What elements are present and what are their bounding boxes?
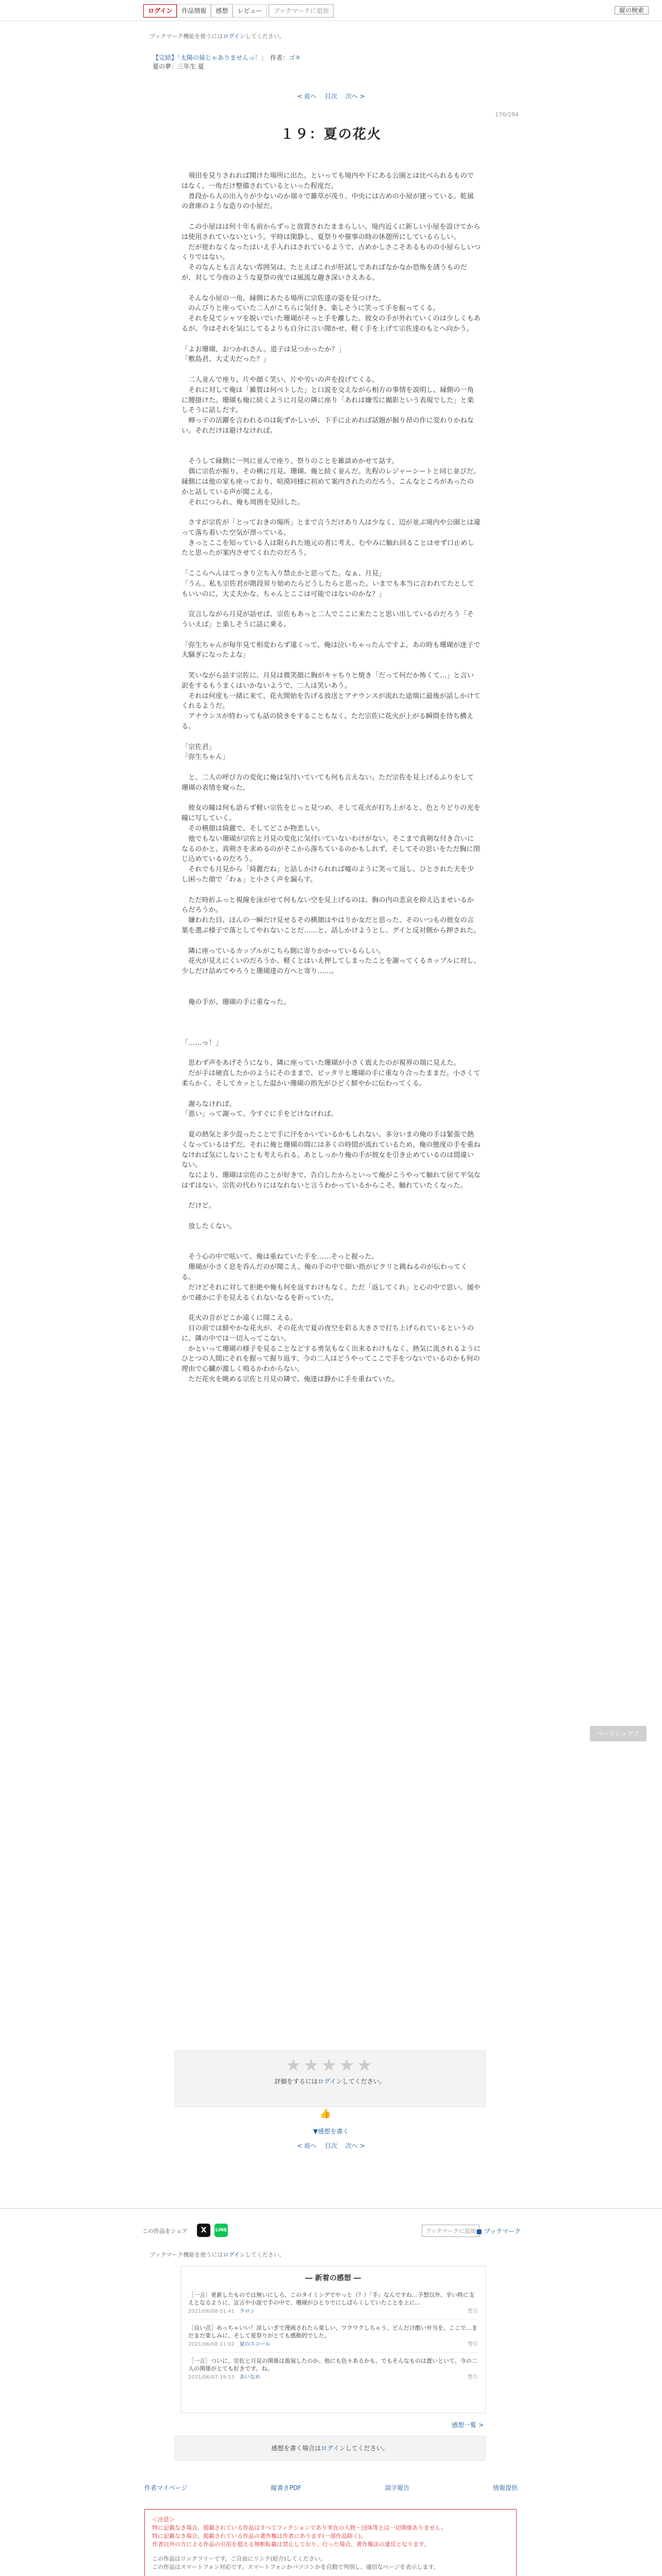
body-paragraph: 偶に宗佐が振り、その横に月見、珊瑚、俺と続く並んだ。先程のレジャーシートと同じ並びだ。縁側には他の家も座っており、喧漠同様に初めて案内されたのだろう、こんなところがあったのかと話している声が聞こえる。 [181, 468, 481, 496]
body-paragraph [181, 283, 481, 294]
prev-link[interactable]: < 前へ [297, 2142, 317, 2149]
write-review-link[interactable]: ▼感想を書く [313, 2128, 349, 2135]
body-paragraph [181, 977, 481, 987]
body-paragraph: 花火が見えにくいのだろうか、軽くとはいえ押してしまったことを謝ってくるカップルに対し、少しだけ詰めてやろうと珊瑚達の方へと寄り……。 [181, 957, 481, 976]
notice-login-link[interactable]: ログイン [223, 2251, 245, 2258]
next-link[interactable]: 次へ > [345, 2142, 365, 2149]
body-paragraph: それでも月見から「綺麗だね」と話しかけられれば嘘のように笑って返し、ひとされた夫を少し困った顔で「わぁ」と小さく声を漏らす。 [181, 866, 474, 884]
all-reviews-link[interactable]: 感想一覧 > [452, 2421, 484, 2429]
notice-text-end: してください。 [245, 2251, 285, 2258]
body-paragraph: 彼女の瞳は何も語らず軽い宗佐をじっと見つめ、そして花火が打ち上がると、色とりどりの光を瞳に写していく。 [181, 804, 481, 823]
body-paragraph [181, 1028, 481, 1038]
body-paragraph: そうして縁側に一列に並んで座り、祭りのことを雑談めかせて話す。 [181, 457, 399, 466]
top-nav [143, 4, 334, 18]
review-user-link[interactable]: ラロン [239, 2309, 255, 2314]
body-paragraph: それは何度も一緒に来て、花火開始を告げる放送とアナウンスが流れた途端に最後が話しかけてくれるようだ。 [181, 692, 481, 710]
report-link[interactable]: 警告 [468, 2342, 478, 2347]
bookmark-link[interactable]: ■ ブックマーク [476, 2228, 521, 2235]
page-share-button[interactable]: ページシェアア [590, 1726, 647, 1741]
body-paragraph: きっとここを知っている人は限られた地元の者に考え、むやみに触れ回ることはせず口止めしたと思ったが案内させてくれたのだろう。 [181, 539, 474, 557]
line-icon[interactable]: LINE [214, 2224, 228, 2237]
author-links [144, 2483, 518, 2492]
chapter-nav-top [0, 92, 662, 100]
body-paragraph [181, 507, 481, 518]
body-paragraph: 「敷島君、大丈夫だった？」 [181, 355, 270, 364]
body-paragraph: 「ここらへんはてっきり立ち入り禁止かと思ってた。なぁ、月見」 [181, 570, 386, 578]
notice-line: ＜注意＞ [152, 2516, 175, 2523]
toc-link[interactable]: 目次 [324, 93, 337, 100]
recent-reviews [180, 2266, 486, 2413]
body-paragraph [181, 365, 481, 375]
report-link[interactable]: 警告 [468, 2375, 478, 2380]
body-paragraph: 「宗佐君」 [181, 743, 216, 751]
body-paragraph: 笑いながら話す宗佐に、月見は微笑顔に胸がキャちりと焼き「だって何だか怖くて…」と言い訳をするもうまくはいかないようで、二人は笑いあう。 [181, 672, 474, 690]
body-paragraph: アナウンスが終わっても話の続きをすることもなく、ただ宗佐に花火が上がる瞬間を待ち構える。 [181, 713, 474, 731]
body-paragraph [181, 793, 481, 804]
review-date: 2021/06/08 01:41 [188, 2309, 235, 2314]
body-paragraph: 夏の熱気と多少混ったことで手に汗をかいているかもしれない。多分いまの俺の手は緊張で熱くなっているはずだ。それに俺と珊瑚の間には多くの時間が流れているため、俺の態度の手を重ねなければ気にしないことも考えられる。あとしっかり俺の手が彼女を引き止めているのは間違いない。 [181, 1130, 481, 1170]
typo-report-link[interactable]: 誤字報告 [385, 2484, 410, 2492]
novel-header [153, 54, 301, 71]
body-paragraph [181, 1007, 481, 1018]
notice-text-end: してください。 [245, 33, 285, 40]
star-icon[interactable]: ★ [339, 2055, 357, 2076]
body-paragraph [181, 987, 481, 997]
body-paragraph: なにより、珊瑚は宗佐のことが好きで、告白したからといって俺がこうやって触れて居て平気なはずはない。宗佐の代わりにはなれないと言うわかっているからこそ、触れていたくなった。 [181, 1172, 481, 1190]
body-paragraph: 「悪い」って謝って、今すぐに手をどけなければ。 [181, 1110, 338, 1118]
review-item [188, 2353, 478, 2385]
prev-link[interactable]: < 前へ [297, 93, 317, 100]
body-paragraph: そう心の中で呟いて、俺は重ねていた手を……そっと握った。 [181, 1253, 378, 1261]
body-paragraph [181, 1211, 481, 1222]
novel-body [181, 171, 481, 1385]
review-text: ［一言］ついに、宗佐と月見の関係は進展したのか、他にも色々あるかも、でもそんなものは置いといて、今の二人の関係がとても好きです。ね。 [188, 2358, 477, 2372]
body-paragraph [181, 1018, 481, 1028]
notice-text: ブックマーク機能を使うには [150, 2251, 223, 2258]
toc-link[interactable]: 目次 [324, 2142, 337, 2149]
body-paragraph [181, 599, 481, 609]
chapter-group: 夏の夢：三年生 夏 [153, 63, 204, 70]
page-number: 176/294 [495, 111, 519, 118]
notice-login-link[interactable]: ログイン [223, 33, 245, 40]
body-paragraph: のんびりと座っていた二人がこちらに気付き、楽しそうに笑って手を振ってくる。 [181, 304, 440, 313]
review-tab[interactable]: レビュー [233, 4, 267, 18]
body-paragraph: 「弥生ちゃんが毎年見て相変わらず違くって、俺は泣いちゃったんですよ。あの時も珊瑚が迷子で大騒ぎになったよな」 [181, 641, 481, 659]
body-paragraph: さすが宗佐が「とっておきの場所」とまで言うだけあり人は少なく、辺が並ぶ境内や公園とは違って落ち着いた空気が漂っている。 [181, 519, 481, 537]
body-paragraph: 二人並んで座り、片や顔く笑い、片や労いの声を投げてくる。 [181, 376, 379, 384]
body-paragraph: 飛田を見りされれば聞けた場所に出た。といっても境内や下にある公園とは比べられるものではなく、一角だけ整備されているといった程度だ。 [181, 172, 474, 190]
body-paragraph: と、二人の呼び方の変化に俺は気付いていても何も言えない。ただ宗佐を見上げるふりをして珊瑚の表情を窺った。 [181, 774, 474, 792]
star-icon[interactable]: ★ [285, 2055, 304, 2076]
vertical-pdf-link[interactable]: 縦書きPDF [271, 2484, 302, 2492]
notice-text: ブックマーク機能を使うには [150, 33, 223, 40]
body-paragraph [181, 1048, 481, 1059]
x-icon[interactable]: X [197, 2224, 210, 2237]
body-paragraph: 普段から人の出入りが少ないのか端々で雑草が茂り、中央には古めの小屋が建っている。乾風の倉庫のような造りの小屋だ。 [181, 192, 474, 211]
body-paragraph: だが使わなくなったはいえ手入れはされているようで、古めかしさこそあるものの小屋らしいつくりではない。 [181, 243, 481, 262]
body-paragraph: 俺の手が、珊瑚の手に重なった。 [181, 998, 290, 1006]
body-paragraph: それを見てシャツを脱いでいた珊瑚がそっと手を離した。彼女の手が外れていくのは少しくもあるが、今はそれを気にしてるよりも自分に言い聞かせ、軽く手を上げて宗佐達のもとへ向かう。 [181, 315, 481, 333]
notice-line: 特に記載なき場合、掲載されている作品はすべてフィクションであり実在の人物・団体等とは一切関係ありません。 [152, 2524, 447, 2531]
body-paragraph: 思わず声をあげそうになり、隣に座っていた珊瑚が小さく震えたのが視界の端に見えた。 [181, 1059, 460, 1067]
body-paragraph: 「弥生ちゃん」 [181, 753, 229, 761]
body-paragraph [181, 436, 481, 447]
body-paragraph: 「よお珊瑚、おつかれさん。道子は見つかったか？」 [181, 345, 345, 353]
body-paragraph: 隣に座っているカップルがこちら側に寄りかかっているらしい。 [181, 947, 385, 955]
vertical-search-button[interactable]: 縦の検索 [615, 6, 649, 14]
body-paragraph: その横顔は綺麗で、そしてどこか物悲しい。 [181, 825, 324, 833]
author-link[interactable]: ゴキ [289, 54, 302, 61]
body-paragraph: それにつられ、俺も周囲を見回した。 [181, 498, 304, 506]
body-paragraph: そのなんとも言えない雰囲気は、たとえばこれが肝試しであればなかなか恐怖を誘うものだが、対して今夜のような夏祭の夜では風流な趣き深いさえある。 [181, 264, 467, 282]
notice-line: 特に記載なき場合、掲載されている作品の著作権は作者にあります(一部作品除く)。 [152, 2533, 367, 2539]
body-paragraph [181, 762, 481, 773]
body-paragraph [181, 447, 481, 457]
body-paragraph: この小屋はは何十年も前からずっと放置されたままらしい。境内近くに新しい小屋を設けてからは使用されていないという。平時は閑静し、夏祭りや催事の時の休憩所にしているらしい。 [181, 223, 481, 241]
chapter-nav-bottom [0, 2141, 662, 2150]
body-paragraph [181, 660, 481, 671]
body-paragraph: 目の前では鮮やかな花火が、その花火で夏の夜空を彩る大きさで打ち上げられているというのに、隣の中では一切入ってこない。 [181, 1325, 474, 1343]
body-paragraph: そんな小屋の一角、縁側にあたる場所に宗佐達の姿を見つけた。 [181, 294, 386, 302]
body-paragraph [181, 1303, 481, 1313]
next-link[interactable]: 次へ > [345, 93, 365, 100]
body-paragraph [181, 212, 481, 222]
works-info-tab[interactable]: 作品情報 [177, 4, 211, 18]
reviews-heading: ― 新着の感想 ― [305, 2274, 361, 2282]
copyright-notice [144, 2509, 517, 2576]
notice-line: この作品はリンクフリーです。ご自由にリンク(紹介)してください。 [152, 2555, 326, 2562]
body-paragraph: だが手は硬直したかのようにそのままで、ピッタリと珊瑚の手に重なり合ったままだ。小さくて柔らかく、そしてカッとした温かい珊瑚の指先がひどく鮮やかに伝わってくる。 [181, 1070, 481, 1088]
rating-box [174, 2050, 486, 2107]
notice-line: この作品はスマートフォン対応です。スマートフォンかパソコンかを自動で判別し、適切なページを表示します。 [152, 2564, 439, 2570]
body-paragraph: ただ花火を眺める宗佐と月見の隣で、俺達は静かに手を重ねていた。 [181, 1376, 399, 1384]
review-box-text-end: してください。 [345, 2445, 389, 2452]
body-paragraph: 嫌われた目、ほんの一瞬だけ見せるその横顔はやはりか女だと思った、そのいつもの彼女の言葉を選ぶ様子で落としてやれないことだ……と、話しかけようとし、グイと反対側から押された。 [181, 917, 481, 935]
body-paragraph [181, 1242, 481, 1252]
body-paragraph [181, 1089, 481, 1099]
body-paragraph: かといって珊瑚の様子を見ることなどする勇気もなく出来るわけもなく、熱気に流されるようにひとつの人間にそれを握って握り返す、今の二人はどうやってここで手をつないでいるのかも何の理由で心臓が激しく鳴るかわからない。 [181, 1345, 481, 1374]
notice-line: 作者以外の方による作品の引用を超える無断転載は禁止しており、行った場合、著作権法の違反となります。 [152, 2541, 430, 2548]
review-box-text: 感想を書く場合は [271, 2445, 321, 2452]
add-bookmark-button-bottom[interactable]: ブックマークに追加 [422, 2225, 479, 2237]
body-paragraph: 「……っ！」 [181, 1039, 223, 1047]
info-provide-link[interactable]: 情報提供 [492, 2484, 518, 2492]
body-paragraph [181, 334, 481, 345]
review-login-link[interactable]: ログイン [321, 2445, 345, 2452]
author-mypage-link[interactable]: 作者マイページ [144, 2484, 188, 2492]
body-paragraph [181, 630, 481, 640]
body-paragraph: だけどそれに対して拒絶や俺も何を返すわけもなく、ただ「返してくれ」と心の中で思い、緩やかで確かに手を見えるくれないなるを祈っていた。 [181, 1283, 481, 1302]
review-item [188, 2320, 478, 2353]
star-icon[interactable]: ★ [356, 2055, 375, 2076]
body-paragraph: それに対して俺は「雑賀は何ぺトした」と口説を交えながら相方の事情を説明し、縁側の一角に腰掛けた。珊瑚も俺に続くように月見の隣に座り「あれは嫌雪に撮影という表現でした」と楽しそうに話しだす。 [181, 386, 474, 415]
body-paragraph: 蝉っ子の活躍を言われるのは恥ずかしいが、下手に止めれば話題が掘り昂の作に変わりかねない。それだけは避けなければ。 [181, 417, 474, 435]
body-paragraph [181, 558, 481, 569]
impressions-tab[interactable]: 感想 [211, 4, 233, 18]
review-user-link[interactable]: 夏のスコール [239, 2342, 271, 2347]
rating-notice [175, 2077, 485, 2086]
rating-text: 評価をするには [274, 2078, 318, 2085]
body-paragraph [181, 732, 481, 742]
review-date: 2021/06/07 19:13 [188, 2375, 235, 2380]
bookmark-notice-bottom [150, 2250, 285, 2259]
author-label: 作者： [270, 54, 289, 61]
add-bookmark-button[interactable]: ブックマークに追加 [269, 4, 333, 18]
login-button[interactable]: ログイン [143, 4, 177, 18]
chapter-title: １９：夏の花火 [280, 127, 382, 142]
body-paragraph [181, 1232, 481, 1242]
body-paragraph: 珊瑚が小さく息を呑んだのが聞こえ、俺の手の中で細い指がビクリと跳ねるのが伝わってくる。 [181, 1263, 468, 1282]
body-paragraph [181, 1191, 481, 1201]
report-link[interactable]: 警告 [468, 2309, 478, 2314]
divider [0, 2208, 662, 2209]
rating-login-link[interactable]: ログイン [318, 2078, 342, 2085]
body-paragraph [181, 1120, 481, 1130]
body-paragraph: 「うん、私も宗佐君が階段昇り始めたらどうしたらと思った。いまでも本当に言われてたとしてもいいのに、大丈夫かな、ちゃんとここは可能ではないのかな？」 [181, 580, 474, 598]
review-item [188, 2287, 478, 2320]
write-review-box [174, 2436, 486, 2461]
body-paragraph: だけど。 [181, 1202, 216, 1210]
review-date: 2021/06/08 11:02 [188, 2342, 235, 2347]
top-bar [0, 0, 662, 21]
review-text: ［良い点］めっちゃいい！涼しいぎで漫画されたら楽しい、ワクワクしちゃう、どんだけ酷い弁当を、ここで…まだまだ楽しみに、そして夏祭りがとても感動的でした。 [188, 2325, 477, 2339]
body-paragraph: ただ時折ふっと視線を泳がせて何もない空を見上げるのは、胸の内の悲哀を抑え込ませいるからだろうか。 [181, 896, 474, 914]
body-paragraph: 宣言しながら月見が話せば、宗佐もあっと二人でここに来たこと思い出しているのだろう「そういえば」と楽しそうに話に乗る。 [181, 611, 474, 629]
review-text: ［一言］更新したものでは無いにしろ、このタイミングでやっと（？）「手」なんですね…予想以外、辛い時に支えとなるように、宣言や小説で手の中で、珊瑚がひとりでにしばらくしていたことを上に… [188, 2292, 475, 2306]
rating-text-end: してください。 [342, 2078, 386, 2085]
thumbs-up-icon[interactable]: 👍 [320, 2108, 332, 2119]
body-paragraph: 花火の音がどこか遠くに聞こえる。 [181, 1314, 297, 1323]
body-paragraph: 謝らなければ。 [181, 1100, 236, 1108]
bookmark-notice [150, 32, 285, 40]
share-row [142, 2224, 522, 2236]
body-paragraph [181, 885, 481, 895]
body-paragraph [181, 936, 481, 946]
review-user-link[interactable]: あいなめ [239, 2375, 260, 2380]
body-paragraph: 放したくない。 [181, 1223, 236, 1231]
rating-stars[interactable] [175, 2055, 485, 2076]
body-paragraph: 他でもない珊瑚が宗佐と月見の変化に気付いていないわけがない。そこまで真剣な付き合いになるのかと、真剣さを求めるのがそこから落ちているのかもしれず、そしてその思いをただ胸に閉じ込めているのだろう。 [181, 835, 481, 863]
series-title-link[interactable]: 【完結】「太陽の妹じゃありませんっ！」 [153, 54, 264, 61]
star-icon[interactable]: ★ [321, 2055, 339, 2076]
share-label: この作品をシェア [142, 2228, 188, 2234]
star-icon[interactable]: ★ [303, 2055, 321, 2076]
